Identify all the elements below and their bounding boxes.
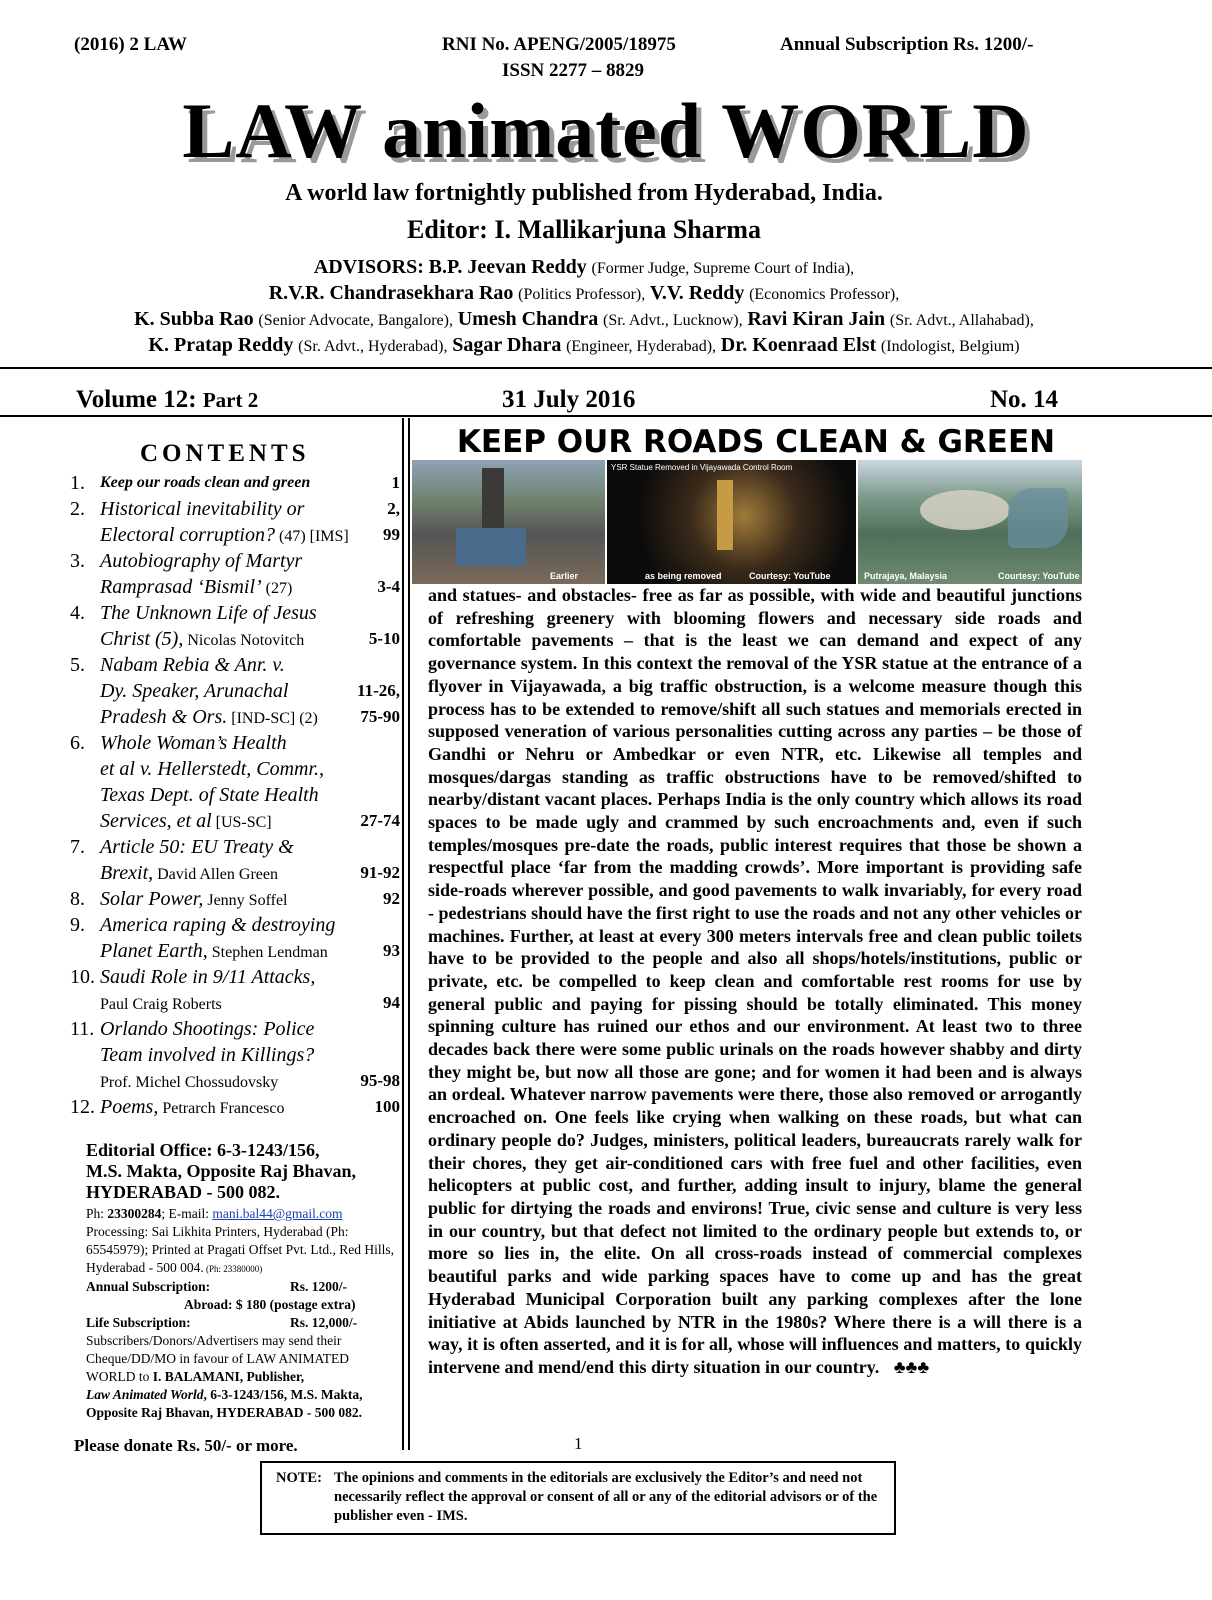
contents-line [70,496,400,522]
contents-entry: et al v. Hellerstedt, Commr., [100,758,325,780]
contents-title-text [100,704,318,732]
advisor-desc: (Economics Professor), [749,286,900,303]
advisor-desc: (Politics Professor), [518,286,646,303]
office-address-line: HYDERABAD - 500 082. [86,1182,281,1202]
contents-entry: America raping & destroying [100,914,336,936]
advisor-desc: (Indologist, Belgium) [880,338,1020,355]
contents-title-text [100,756,324,784]
contents-page: 75-90 [360,707,400,726]
contents-author: (27) [261,580,293,597]
donate-appeal: Please donate Rs. 50/- or more. [74,1436,298,1455]
contents-item [70,470,400,496]
column-rule [408,418,410,1450]
contents-number: 7. [70,836,85,858]
contents-title-text [100,990,222,1018]
photo-credit: Courtesy: YouTube [749,571,831,581]
contents-page: 100 [374,1097,400,1116]
contents-author: Prof. Michel Chossudovsky [100,1074,279,1091]
advisor-name: Dr. Koenraad Elst [720,334,877,356]
volume-part: Part 2 [202,388,259,412]
life-value: Rs. 12,000/- [290,1315,358,1330]
phone-prefix: Ph: [86,1206,108,1221]
pedestal-shape [456,528,526,566]
processing-text: Processing: Sai Likhita Printers, Hyderabad (Ph: 65545979); Printed at Pragati Offset Pvt. Ltd., Red Hills, Hyderabad - 500 004. [86,1224,394,1275]
advisor-name: Sagar Dhara [452,334,562,356]
contents-number: 4. [70,602,85,624]
life-label: Life Subscription: [86,1315,191,1330]
contents-page: 92 [383,889,400,908]
annual-subscription-row [86,1278,396,1296]
contents-item [70,886,400,912]
contents-line [70,886,400,912]
contents-title: CONTENTS [140,440,310,467]
contents-page: 99 [383,525,400,544]
advisors-line-4 [0,332,1168,360]
contents-page: 27-74 [360,811,400,830]
processing-info [86,1223,396,1278]
photo-credit: Courtesy: YouTube [998,571,1080,581]
advisor-desc: (Sr. Advt., Hyderabad), [298,338,448,355]
contents-title-text [100,574,292,602]
contents-title-text [100,1068,278,1096]
contents-entry: Pradesh & Ors. [100,706,228,728]
contents-title-text [100,496,304,524]
contents-title-text [100,834,294,862]
annual-subscription: Annual Subscription Rs. 1200/- [780,34,1034,55]
contents-line [70,938,400,964]
photo-caption: as being removed [645,571,722,581]
rni-number: RNI No. APENG/2005/18975 [442,34,676,55]
contents-entry: Brexit, [100,862,154,884]
contents-title-text [100,964,315,992]
contents-line [70,704,400,730]
abroad-subscription: Abroad: $ 180 (postage extra) [184,1297,356,1312]
contents-item [70,548,400,600]
article-body [428,584,1082,1379]
contents-entry: Historical inevitability or [100,498,305,520]
contents-title-text [100,1042,314,1070]
statue-shape [717,480,733,550]
contents-title-text [100,1016,314,1044]
contents-number: 11. [70,1018,95,1040]
photo-putrajaya [858,460,1082,584]
photo-caption: Earlier [550,571,579,581]
divider-top [0,367,1212,369]
note-box [260,1461,896,1535]
contents-line [70,548,400,574]
divider-bottom [0,415,1212,417]
contents-line [70,834,400,860]
contents-title-text [100,938,328,966]
contents-title-text [100,522,349,550]
contents-line [70,1094,400,1120]
contents-entry: Article 50: EU Treaty & [100,836,294,858]
contents-line [70,1068,400,1094]
contents-page: 93 [383,941,400,960]
office-address-line: Editorial Office: 6-3-1243/156, [86,1140,320,1160]
photo-caption: Putrajaya, Malaysia [864,571,948,581]
note-label: NOTE: [276,1470,322,1486]
contents-title-text [100,548,302,576]
contents-page: 95-98 [360,1071,400,1090]
cheque-text: Subscribers/Donors/Advertisers may send their Cheque/DD/MO in favour of LAW ANIMATED WORLD to [86,1333,350,1384]
contents-page: 1 [391,473,400,492]
contents-entry: Orlando Shootings: Police [100,1018,315,1040]
contents-line [70,990,400,1016]
contents-line [70,964,400,990]
contents-number: 6. [70,732,85,754]
contents-number: 5. [70,654,85,676]
contents-author: (47) [IMS] [274,528,349,545]
contents-entry: Poems, [100,1096,159,1118]
issue-date: 31 July 2016 [502,386,636,413]
contents-entry: Solar Power, [100,888,204,910]
contents-page: 3-4 [377,577,400,596]
issue-number: No. 14 [990,386,1059,413]
advisor-desc: (Sr. Advt., Lucknow), [603,312,743,329]
advisors-label: ADVISORS: [313,256,424,278]
contents-item [70,912,400,964]
contents-page: 5-10 [368,629,400,648]
tagline: A world law fortnightly published from Hyderabad, India. [285,180,883,206]
contents-page: 91-92 [360,863,400,882]
advisors-line-3 [0,306,1168,334]
publisher-address [86,1386,396,1422]
contents-author: [US-SC] [211,814,272,831]
contents-author: Stephen Lendman [207,944,328,961]
contents-item [70,496,400,548]
lake-shape [1008,488,1068,548]
contents-line [70,1042,400,1068]
contents-entry: Nabam Rebia & Anr. v. [100,654,285,676]
advisor-desc: (Engineer, Hyderabad), [566,338,717,355]
advisor-name: B.P. Jeevan Reddy [428,256,587,278]
contents-title-text [100,808,272,836]
contents-entry: Christ (5), [100,628,184,650]
advisors-line-1 [0,254,1168,282]
advisor-name: K. Subba Rao [134,308,254,330]
annual-value: Rs. 1200/- [290,1279,347,1294]
contents-entry: Electoral corruption? [100,524,275,546]
contents-line [70,860,400,886]
contents-entry: Saudi Role in 9/11 Attacks, [100,966,316,988]
contents-page: 11-26, [357,681,400,700]
contents-entry: Whole Woman’s Health [100,732,287,754]
contents-line [70,574,400,600]
processing-phone: (Ph: 23380000) [203,1264,263,1274]
contents-line [70,652,400,678]
contents-title-text [100,912,335,940]
contents-author: [IND-SC] (2) [227,710,318,727]
office-address-line: M.S. Makta, Opposite Raj Bhavan, [86,1161,357,1181]
photo-earlier [412,460,605,584]
advisor-desc: (Senior Advocate, Bangalore), [258,312,453,329]
contents-line [70,808,400,834]
column-rule [402,418,404,1450]
photo-being-removed [607,460,856,584]
contents-number: 8. [70,888,85,910]
contents-entry: Keep our roads clean and green [100,474,311,491]
contents-line [70,522,400,548]
contents-title-text [100,860,278,888]
volume: Volume 12: [76,386,197,413]
contents-title-text [100,626,304,654]
advisors-line-2 [0,280,1168,308]
life-subscription-row [86,1314,396,1332]
contents-item [70,652,400,730]
email-link[interactable]: mani.bal44@gmail.com [212,1206,343,1221]
contents-author: David Allen Green [153,866,278,883]
advisor-name: V.V. Reddy [650,282,745,304]
masthead-title: LAW animated WORLD [182,87,1030,174]
contents-title-text [100,678,289,706]
contents-item [70,730,400,834]
contents-author: Paul Craig Roberts [100,996,222,1013]
pub-address: , 6-3-1243/156, M.S. Makta, Opposite Raj Bhavan, HYDERABAD - 500 082. [86,1387,363,1420]
advisor-desc: (Sr. Advt., Allahabad), [889,312,1034,329]
contents-title-text [100,886,287,914]
publisher-name: I. BALAMANI, Publisher, [152,1369,305,1384]
pub-title: Law Animated World [86,1387,204,1402]
contents-entry: Autobiography of Martyr [100,550,303,572]
contents-number: 12. [70,1096,95,1118]
page-number: 1 [574,1434,583,1453]
contents-author: Jenny Soffel [203,892,288,909]
contents-number: 2. [70,498,85,520]
contents-entry: Services, et al [100,810,212,832]
advisor-name: K. Pratap Reddy [148,334,294,356]
contents-title-text [100,470,310,496]
contents-line [70,730,400,756]
contents-line [70,912,400,938]
editor-line: Editor: I. Mallikarjuna Sharma [407,215,761,244]
contents-entry: The Unknown Life of Jesus [100,602,317,624]
contents-item [70,964,400,1016]
contents-page: 2, [387,499,400,518]
contents-number: 1. [70,472,85,494]
contents-entry: Team involved in Killings? [100,1044,315,1066]
contents-item [70,600,400,652]
contents-line [70,1016,400,1042]
contents-list [70,470,400,1120]
contact-line [86,1205,396,1223]
contents-number: 3. [70,550,85,572]
article-text: and statues- and obstacles- free as far as possible, with wide and beautiful junctions of refreshing greenery with blooming flowers and necessary side roads and comfortable pavements – that is the least we can demand and expect of any governance system. In this context the removal of the YSR statue at the entrance of a flyover in Vijayawada, a big traffic obstruction, is a welcome measure though this process has to be extended to remove/shift all such statues and memorials erected in supposed veneration of various personalities cutting across any parties – be those of Gandhi or Nehru or Ambedkar or even NTR, etc. Likewise all temples and mosques/dargas standing as traffic obstructions have to be removed/shifted to nearby/distant vacant places. Perhaps India is the only country which allows its road spaces to be made ugly and crammed by such encroachments and, even if such temples/mosques pre-date the roads, public interest requires that those be shown a respectful place ‘far from the madding crowds’. More important is providing safe side-roads wherever possible, and good pavements to walk invariably, for every road - pedestrians should have the first right to use the roads and not any other vehicles or machines. Further, at least at every 300 meters intervals free and clean public toilets have to be provided to the people and also all shops/hotels/institutions, public or private, etc. be compelled to keep clean and comfortable rest rooms for use by general public and paying for pissing should be totally eliminated. This money spinning culture has ruined our ethos and our environment. At least two to three decades back there were some public urinals on the roads however shabby and dirty they might be, but now all those are gone; and for women it had been and is always an ordeal. Whatever narrow pavements were there, those also removed or arrogantly encroached on. One feels like crying when walking on these roads, but what can ordinary people do? Judges, ministers, political leaders, bureaucrats rarely walk for their chores, they get air-conditioned cars with free fuel and other facilities, even helicopters at public cost, and further, adding insult to injury, blame the general public for dirtying the roads and environs! True, civic sense and culture is very less in our country, but that defect not limited to the ordinary people but extends to, or more so lies in, the elite. On all cross-roads instead of commercial complexes beautiful parks and wide parking spaces have to come up and has the great Hyderabad Municipal Corporation built any parking complexes after the lone initiative at Abids launched by NTR in the 1980s? Where there is a will there is a way, it is often asserted, and it is for all, whose will influences and matters, to quickly intervene and mend/end this dirty situation in our country. [428,585,1082,1377]
plaza-shape [920,490,1010,530]
contents-title-text [100,652,285,680]
annual-label: Annual Subscription: [86,1279,211,1294]
contents-line [70,678,400,704]
contents-title-text [100,1094,285,1122]
end-mark: ♣♣♣ [893,1356,930,1377]
contents-title-text [100,782,319,810]
contents-author: Petrarch Francesco [158,1100,285,1117]
contents-author: Nicolas Notovitch [183,632,305,649]
contents-line [70,470,400,496]
note-text: The opinions and comments in the editorials are exclusively the Editor’s and need not necessarily reflect the approval or consent of all or any of the editorial advisors or of the publisher even - IMS. [334,1470,878,1524]
advisor-name: Umesh Chandra [457,308,599,330]
contents-number: 9. [70,914,85,936]
volume-label [76,386,258,414]
contents-item [70,834,400,886]
issn-number: ISSN 2277 – 8829 [502,60,644,81]
contents-item [70,1016,400,1094]
article-title: KEEP OUR ROADS CLEAN & GREEN [456,424,1056,460]
advisor-name: Ravi Kiran Jain [747,308,886,330]
advisor-desc: (Former Judge, Supreme Court of India), [591,260,855,277]
citation: (2016) 2 LAW [74,34,187,55]
contents-entry: Ramprasad ‘Bismil’ [100,576,262,598]
cheque-info [86,1332,396,1386]
email-prefix: ; E-mail: [161,1206,213,1221]
contents-entry: Dy. Speaker, Arunachal [100,680,289,702]
video-title: YSR Statue Removed in Vijayawada Control Room [611,463,793,472]
contents-entry: Texas Dept. of State Health [100,784,319,806]
contents-title-text [100,600,317,628]
contents-title-text [100,730,287,758]
editorial-office [86,1140,396,1422]
contents-page: 94 [383,993,400,1012]
contents-line [70,756,400,782]
contents-line [70,600,400,626]
contents-entry: Planet Earth, [100,940,208,962]
contents-line [70,626,400,652]
advisor-name: R.V.R. Chandrasekhara Rao [268,282,514,304]
phone-number: 23300284 [107,1206,162,1221]
contents-number: 10. [70,966,95,988]
contents-line [70,782,400,808]
contents-item [70,1094,400,1120]
